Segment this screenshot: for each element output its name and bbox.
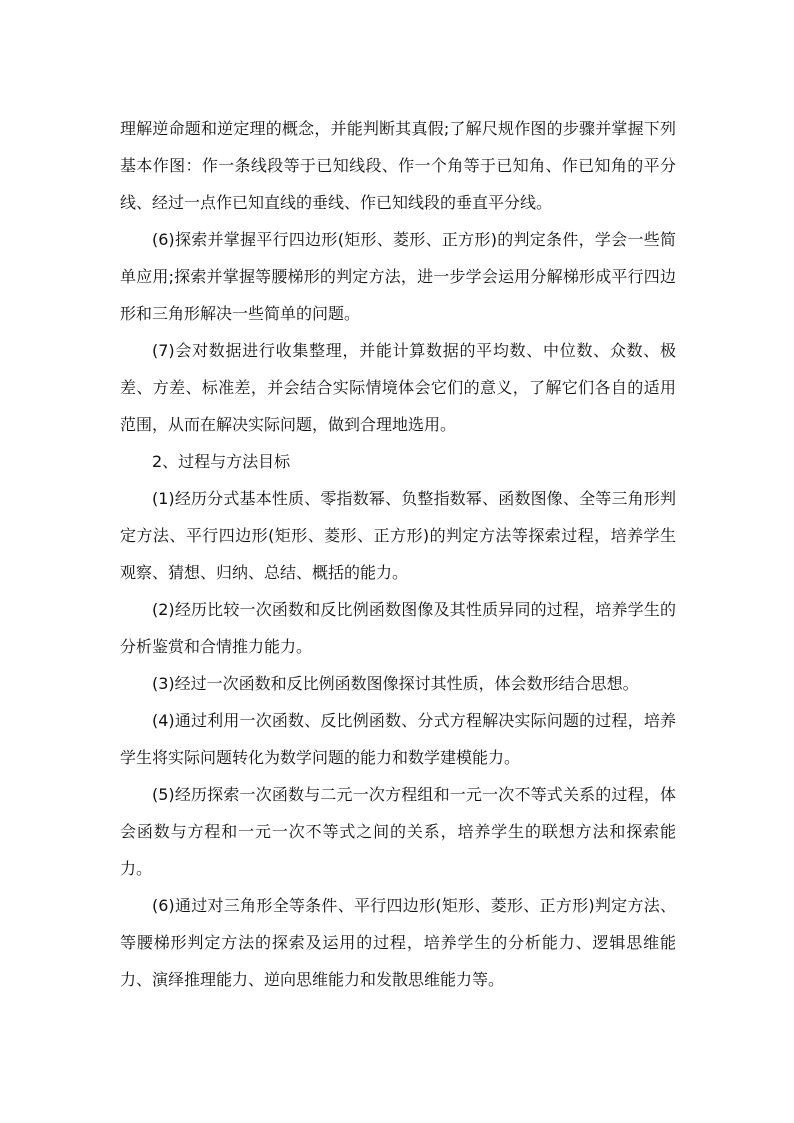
paragraph-item-6-process: (6)通过对三角形全等条件、平行四边形(矩形、菱形、正方形)判定方法、等腰梯形判定方法的探索及运用的过程，培养学生的分析能力、逻辑思维能力、演绎推理能力、逆向思维能力和发散思维能力等。 bbox=[120, 896, 676, 989]
paragraph-item-5: (5)经历探索一次函数与二元一次方程组和一元一次不等式关系的过程，体会函数与方程和一元一次不等式之间的关系，培养学生的联想方法和探索能力。 bbox=[120, 785, 676, 878]
paragraph-item-1: (1)经历分式基本性质、零指数幂、负整指数幂、函数图像、全等三角形判定方法、平行四边形(矩形、菱形、正方形)的判定方法等探索过程，培养学生观察、猜想、归纳、总结、概括的能力。 bbox=[120, 489, 676, 582]
paragraph-item-6-judgement: (6)探索并掌握平行四边形(矩形、菱形、正方形)的判定条件，学会一些简单应用;探索并掌握等腰梯形的判定方法，进一步学会运用分解梯形成平行四边形和三角形解决一些简单的问题。 bbox=[120, 230, 676, 323]
section-heading: 2、过程与方法目标 bbox=[152, 452, 291, 471]
paragraph-item-7-statistics: (7)会对数据进行收集整理，并能计算数据的平均数、中位数、众数、极差、方差、标准差，并会结合实际情境体会它们的意义，了解它们各自的适用范围，从而在解决实际问题，做到合理地选用。 bbox=[120, 341, 676, 434]
paragraph-item-2: (2)经历比较一次函数和反比例函数图像及其性质异同的过程，培养学生的分析鉴赏和合情推力能力。 bbox=[120, 600, 676, 656]
document-page bbox=[120, 110, 676, 998]
paragraph-continued: 理解逆命题和逆定理的概念，并能判断其真假;了解尺规作图的步骤并掌握下列基本作图：作一条线段等于已知线段、作一个角等于已知角、作已知角的平分线、经过一点作已知直线的垂线、作已知线段的垂直平分线。 bbox=[120, 119, 676, 212]
paragraph-item-4: (4)通过利用一次函数、反比例函数、分式方程解决实际问题的过程，培养学生将实际问题转化为数学问题的能力和数学建模能力。 bbox=[120, 711, 676, 767]
paragraph-item-3: (3)经过一次函数和反比例函数图像探讨其性质，体会数形结合思想。 bbox=[152, 674, 639, 693]
